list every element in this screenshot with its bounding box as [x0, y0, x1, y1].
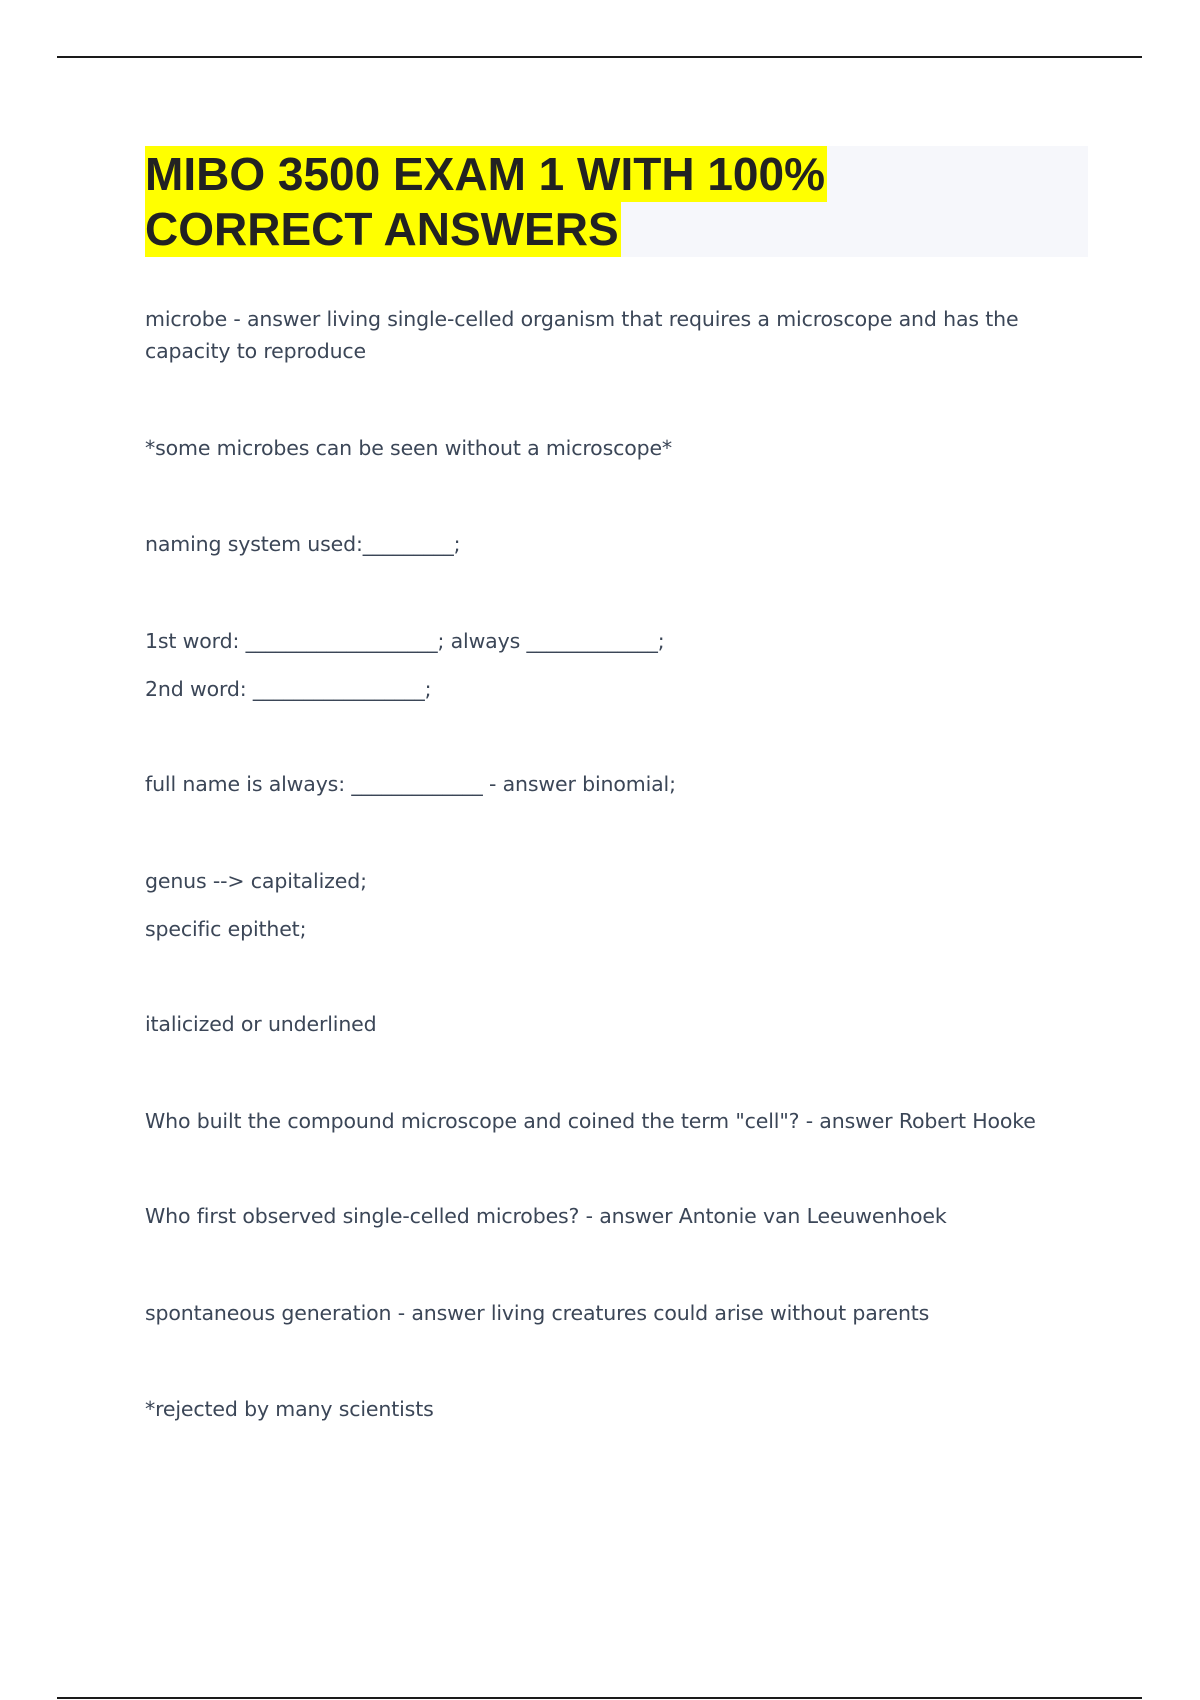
paragraph-genus: genus --> capitalized;: [145, 869, 367, 893]
paragraph-leeuwenhoek: Who first observed single-celled microbes? - answer Antonie van Leeuwenhoek: [145, 1204, 947, 1228]
paragraph-rejected-note: *rejected by many scientists: [145, 1397, 434, 1421]
document-title-line-1: MIBO 3500 EXAM 1 WITH 100%: [145, 148, 825, 200]
title-block: [145, 146, 1088, 257]
paragraph-microbe-note: *some microbes can be seen without a microscope*: [145, 436, 673, 460]
paragraph-italicized: italicized or underlined: [145, 1012, 377, 1036]
document-title-line-2: CORRECT ANSWERS: [145, 203, 619, 255]
paragraph-second-word: 2nd word: _________________;: [145, 677, 432, 701]
paragraph-robert-hooke: Who built the compound microscope and coined the term "cell"? - answer Robert Hooke: [145, 1109, 1036, 1133]
paragraph-spontaneous-generation: spontaneous generation - answer living creatures could arise without parents: [145, 1301, 930, 1325]
paragraph-full-name: full name is always: _____________ - answer binomial;: [145, 772, 676, 796]
paragraph-specific-epithet: specific epithet;: [145, 917, 307, 941]
paragraph-naming-system: naming system used:_________;: [145, 532, 461, 556]
paragraph-microbe-definition: microbe - answer living single-celled organism that requires a microscope and has the capacity to reproduce: [145, 307, 1019, 363]
top-rule: [57, 56, 1142, 58]
paragraph-first-word: 1st word: ___________________; always _____________;: [145, 629, 665, 653]
bottom-rule: [57, 1697, 1142, 1699]
